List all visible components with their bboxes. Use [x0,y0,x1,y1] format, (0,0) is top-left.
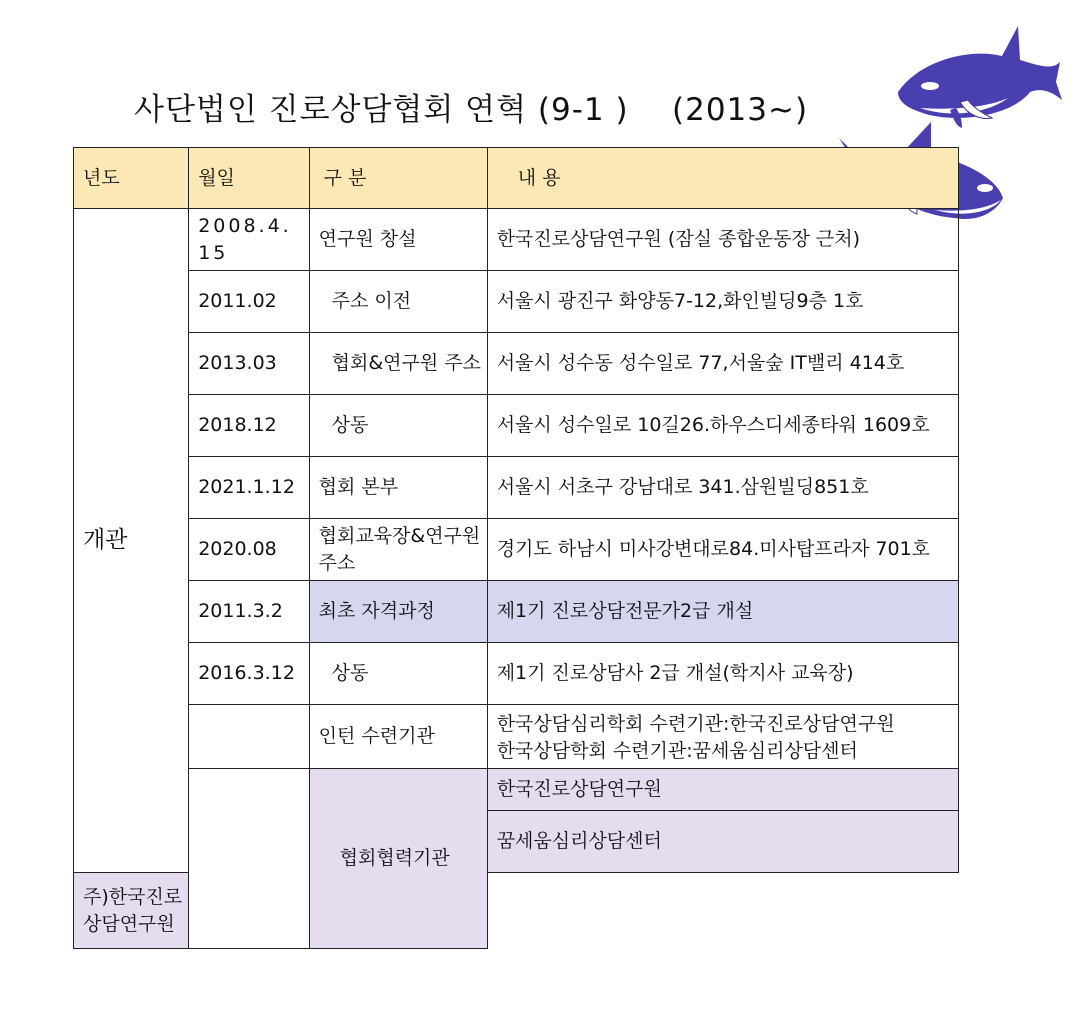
header-year: 년도 [74,148,189,209]
category-cell: 협회교육장&연구원 주소 [309,519,487,581]
category-cell: 협회협력기관 [309,769,487,949]
content-cell: 서울시 서초구 강남대로 341.삼원빌딩851호 [487,457,958,519]
category-cell: 최초 자격과정 [309,581,487,643]
category-cell: 협회 본부 [309,457,487,519]
header-content: 내 용 [487,148,958,209]
date-cell: 2016.3.12 [189,643,309,705]
date-cell: 2018.12 [189,395,309,457]
content-cell: 경기도 하남시 미사강변대로84.미사탑프라자 701호 [487,519,958,581]
category-cell: 협회&연구원 주소 [309,333,487,395]
category-cell: 주소 이전 [309,271,487,333]
table-row [74,581,959,643]
table-row [74,643,959,705]
table-row [74,333,959,395]
content-cell: 서울시 광진구 화양동7-12,화인빌딩9층 1호 [487,271,958,333]
content-cell: 서울시 성수동 성수일로 77,서울숲 IT밸리 414호 [487,333,958,395]
content-cell: 제1기 진로상담사 2급 개설(학지사 교육장) [487,643,958,705]
content-cell: 한국진로상담연구원 (잠실 종합운동장 근처) [487,209,958,271]
table-row [74,769,959,811]
table-row [74,271,959,333]
date-cell [189,705,309,769]
table-row [74,209,959,271]
date-cell: 2011.02 [189,271,309,333]
date-cell: 2011.3.2 [189,581,309,643]
table-row [74,395,959,457]
category-cell: 상동 [309,643,487,705]
table-row [74,705,959,769]
history-table [73,147,959,949]
category-cell: 연구원 창설 [309,209,487,271]
orca-whale-icon [890,20,1065,130]
table-row [74,519,959,581]
content-cell: 제1기 진로상담전문가2급 개설 [487,581,958,643]
header-date: 월일 [189,148,309,209]
header-category: 구 분 [309,148,487,209]
intern-line-1: 한국상담심리학회 수련기관:한국진로상담연구원 [496,712,895,735]
partner-item: 한국진로상담연구원 [487,769,958,811]
partner-item: 꿈세움심리상담센터 [487,811,958,873]
date-cell: 2008.4.15 [189,209,309,271]
date-cell: 2013.03 [189,333,309,395]
category-cell: 상동 [309,395,487,457]
category-cell: 인턴 수련기관 [309,705,487,769]
page-title: 사단법인 진로상담협회 연혁 (9-1 ) (2013~) [134,92,809,128]
date-cell: 2021.1.12 [189,457,309,519]
year-label: 개관 [74,209,189,873]
table-row [74,457,959,519]
date-cell [189,769,309,949]
intern-line-2: 한국상담학회 수련기관:꿈세움심리상담센터 [496,739,858,762]
partner-item: 주)한국진로상담연구원 [74,873,189,949]
date-cell: 2020.08 [189,519,309,581]
table-header-row [74,148,959,209]
content-cell: 서울시 성수일로 10길26.하우스디세종타워 1609호 [487,395,958,457]
content-cell [487,705,958,769]
